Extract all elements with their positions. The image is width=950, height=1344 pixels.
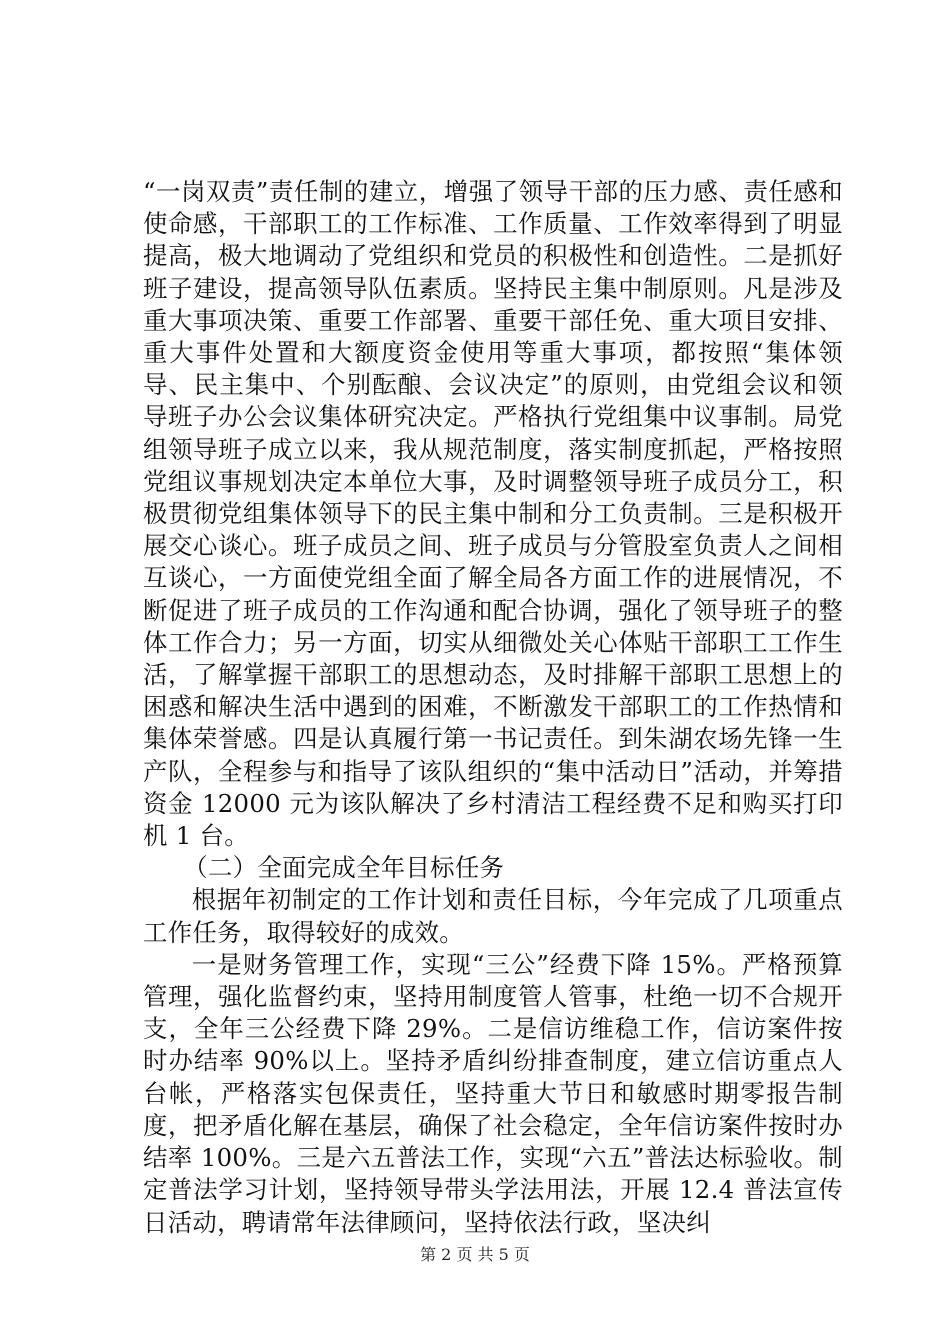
paragraph-continuation: “一岗双责”责任制的建立，增强了领导干部的压力感、责任感和使命感，干部职工的工作标准、工作质量、工作效率得到了明显提高，极大地调动了党组织和党员的积极性和创造性。二是抓好班子建设，提高领导队伍素质。坚持民主集中制原则。凡是涉及重大事项决策、重要工作部署、重要干部任免、重大项目安排、重大事件处置和大额度资金使用等重大事项，都按照“集体领导、民主集中、个别酝酿、会议决定”的原则，由党组会议和领导班子办公会议集体研究决定。严格执行党组集中议事制。局党组领导班子成立以来，我从规范制度，落实制度抓起，严格按照党组议事规划决定本单位大事，及时调整领导班子成员分工，积极贯彻党组集体领导下的民主集中制和分工负责制。三是积极开展交心谈心。班子成员之间、班子成员与分管股室负责人之间相互谈心，一方面使党组全面了解全局各方面工作的进展情况，不断促进了班子成员的工作沟通和配合协调，强化了领导班子的整体工作合力；另一方面，切实从细微处关心体贴干部职工工作生活，了解掌握干部职工的思想动态，及时排解干部职工思想上的困惑和解决生活中遇到的困难，不断激发干部职工的工作热情和集体荣誉感。四是认真履行第一书记责任。到朱湖农场先锋一生产队，全程参与和指导了该队组织的“集中活动日”活动，并筹措资金 12000 元为该队解决了乡村清洁工程经费不足和购买打印机 1 台。 [143,177,843,851]
page-number-footer: 第 2 页 共 5 页 [420,1245,530,1264]
document-body [143,176,843,1239]
section-heading: （二）全面完成全年目标任务 [183,853,505,883]
paragraph-tasks: 一是财务管理工作，实现“三公”经费下降 15%。严格预算管理，强化监督约束，坚持用制度管人管事，杜绝一切不合规开支，全年三公经费下降 29%。二是信访维稳工作，信访案件按时办结率 90%以上。坚持矛盾纠纷排查制度，建立信访重点人台帐，严格落实包保责任，坚持重大节日和敏感时期零报告制度，把矛盾化解在基层，确保了社会稳定，全年信访案件按时办结率 100%。三是六五普法工作，实现“六五”普法达标验收。制定普法学习计划，坚持领导带头学法用法，开展 12.4 普法宣传日活动，聘请常年法律顾问，坚持依法行政，坚决纠 [143,949,843,1237]
paragraph-intro: 根据年初制定的工作计划和责任目标，今年完成了几项重点工作任务，取得较好的成效。 [143,885,843,947]
